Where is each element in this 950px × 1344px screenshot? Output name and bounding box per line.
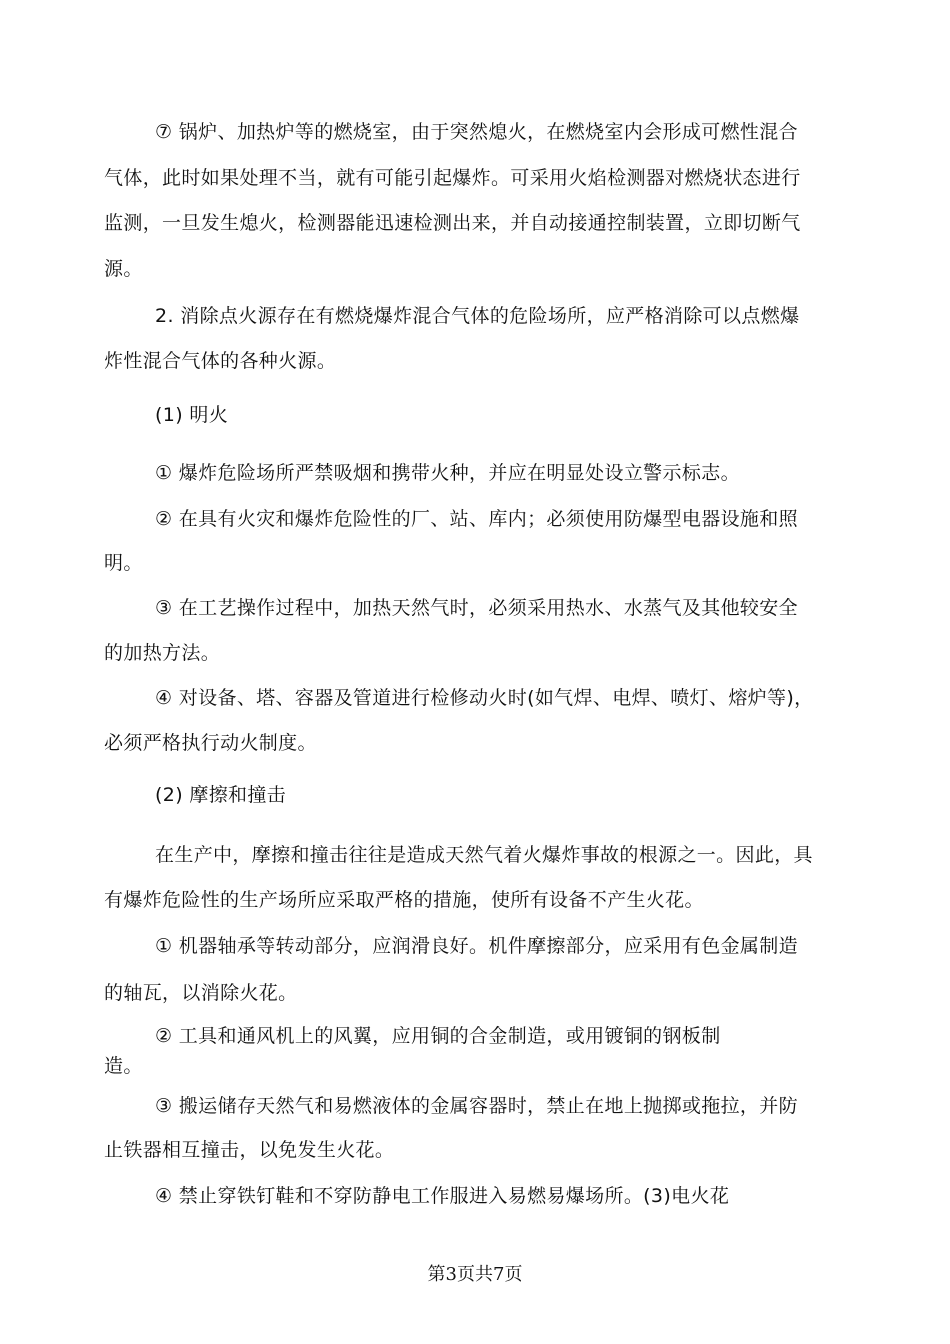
list-item: ③ 在工艺操作过程中，加热天然气时，必须采用热水、水蒸气及其他较安全	[155, 597, 798, 619]
list-item: ① 爆炸危险场所严禁吸烟和携带火种，并应在明显处设立警示标志。	[155, 462, 740, 484]
text-line: ⑦ 锅炉、加热炉等的燃烧室，由于突然熄火，在燃烧室内会形成可燃性混合	[155, 121, 798, 143]
text-line: 造。	[104, 1055, 143, 1077]
subsection-heading: (1) 明火	[155, 404, 229, 426]
text-line: 必须严格执行动火制度。	[104, 732, 317, 754]
text-line: 源。	[104, 258, 143, 280]
text-line: 监测，一旦发生熄火，检测器能迅速检测出来，并自动接通控制装置，立即切断气	[104, 212, 801, 234]
text-line: 的轴瓦，以消除火花。	[104, 982, 298, 1004]
text-line: 炸性混合气体的各种火源。	[104, 350, 337, 372]
list-item: ④ 禁止穿铁钉鞋和不穿防静电工作服进入易燃易爆场所。(3)电火花	[155, 1185, 730, 1207]
text-line: 在生产中，摩擦和撞击往往是造成天然气着火爆炸事故的根源之一。因此，具	[155, 844, 813, 866]
list-item: ④ 对设备、塔、容器及管道进行检修动火时(如气焊、电焊、喷灯、熔炉等)，	[155, 687, 814, 709]
text-line: 有爆炸危险性的生产场所应采取严格的措施，使所有设备不产生火花。	[104, 889, 704, 911]
page-number-footer: 第3页共7页	[427, 1264, 523, 1285]
text-line: 的加热方法。	[104, 642, 221, 664]
text-line: 明。	[104, 552, 143, 574]
text-line: 气体，此时如果处理不当，就有可能引起爆炸。可采用火焰检测器对燃烧状态进行	[104, 167, 801, 189]
text-line: 止铁器相互撞击，以免发生火花。	[104, 1139, 395, 1161]
list-item: ① 机器轴承等转动部分，应润滑良好。机件摩擦部分，应采用有色金属制造	[155, 935, 798, 957]
list-item: ② 工具和通风机上的风翼，应用铜的合金制造，或用镀铜的钢板制	[155, 1025, 721, 1047]
list-item: ② 在具有火灾和爆炸危险性的厂、站、库内；必须使用防爆型电器设施和照	[155, 508, 798, 530]
section-heading: 2. 消除点火源存在有燃烧爆炸混合气体的危险场所，应严格消除可以点燃爆	[155, 305, 800, 327]
subsection-heading: (2) 摩擦和撞击	[155, 784, 287, 806]
list-item: ③ 搬运储存天然气和易燃液体的金属容器时，禁止在地上抛掷或拖拉，并防	[155, 1095, 798, 1117]
